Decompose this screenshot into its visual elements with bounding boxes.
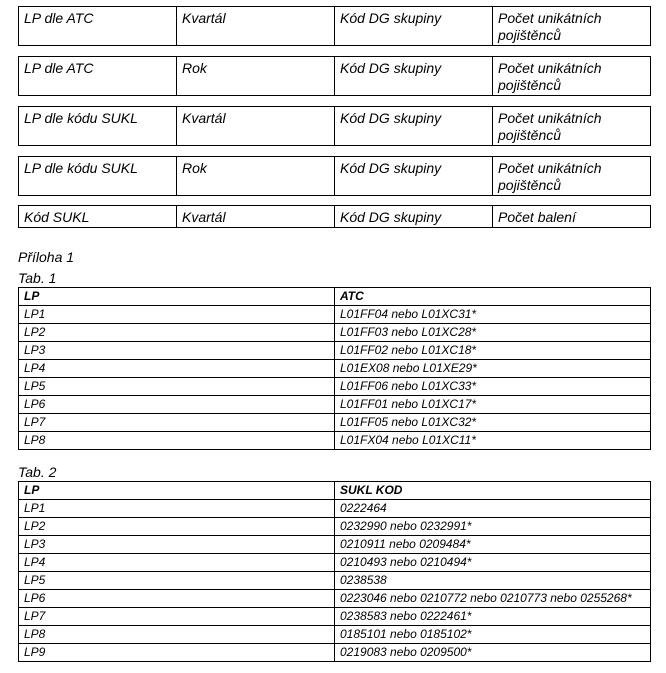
code-cell: L01FF03 nebo L01XC28*: [335, 324, 651, 342]
specification-tables: [18, 6, 650, 228]
spec-table: [18, 106, 651, 146]
lp-cell: LP6: [19, 396, 335, 414]
spec-cell: Počet unikátních pojištěnců: [493, 107, 651, 146]
spec-table: [18, 205, 651, 228]
table-row: [19, 518, 651, 536]
spec-cell: Kód DG skupiny: [335, 107, 493, 146]
spec-cell: Kvartál: [177, 107, 335, 146]
lp-cell: LP7: [19, 414, 335, 432]
lp-cell: LP8: [19, 432, 335, 450]
spec-table: [18, 56, 651, 96]
spec-table: [18, 156, 651, 196]
tab2-header-lp: LP: [19, 482, 335, 500]
tab2-header-sukl-kod: SUKL KOD: [335, 482, 651, 500]
spec-row: [19, 7, 651, 46]
table-row: [19, 572, 651, 590]
code-cell: 0232990 nebo 0232991*: [335, 518, 651, 536]
table-row: [19, 608, 651, 626]
spec-cell: Kód DG skupiny: [335, 206, 493, 228]
spec-cell: LP dle ATC: [19, 57, 177, 96]
spec-row: [19, 157, 651, 196]
spec-row: [19, 107, 651, 146]
code-cell: 0210911 nebo 0209484*: [335, 536, 651, 554]
code-cell: L01FF04 nebo L01XC31*: [335, 306, 651, 324]
lp-cell: LP2: [19, 324, 335, 342]
appendix-title: Příloha 1: [18, 249, 75, 265]
tab2-table: [18, 481, 651, 662]
spec-row: [19, 206, 651, 228]
tab1-table: [18, 287, 651, 450]
lp-cell: LP4: [19, 554, 335, 572]
spec-cell: Kvartál: [177, 7, 335, 46]
spec-row: [19, 57, 651, 96]
spec-cell: Počet balení: [493, 206, 651, 228]
tab1-header-lp: LP: [19, 288, 335, 306]
spec-cell: Kód DG skupiny: [335, 7, 493, 46]
spec-cell: Počet unikátních pojištěnců: [493, 7, 651, 46]
code-cell: L01EX08 nebo L01XE29*: [335, 360, 651, 378]
spec-cell: Kvartál: [177, 206, 335, 228]
document-page: [18, 6, 650, 662]
spec-cell: Počet unikátních pojištěnců: [493, 157, 651, 196]
code-cell: L01FF01 nebo L01XC17*: [335, 396, 651, 414]
code-cell: L01FX04 nebo L01XC11*: [335, 432, 651, 450]
table-row: [19, 554, 651, 572]
tab2-caption: Tab. 2: [18, 464, 57, 480]
code-cell: L01FF05 nebo L01XC32*: [335, 414, 651, 432]
table-row: [19, 590, 651, 608]
spec-cell: Kód DG skupiny: [335, 157, 493, 196]
lp-cell: LP9: [19, 644, 335, 662]
lp-cell: LP1: [19, 500, 335, 518]
lp-cell: LP1: [19, 306, 335, 324]
table-row: [19, 644, 651, 662]
spec-cell: Počet unikátních pojištěnců: [493, 57, 651, 96]
spec-table: [18, 6, 651, 46]
lp-cell: LP2: [19, 518, 335, 536]
table-row: [19, 396, 651, 414]
table-row: [19, 432, 651, 450]
spec-cell: Kód SUKL: [19, 206, 177, 228]
table-row: [19, 536, 651, 554]
table-row: [19, 324, 651, 342]
code-cell: 0210493 nebo 0210494*: [335, 554, 651, 572]
code-cell: L01FF02 nebo L01XC18*: [335, 342, 651, 360]
spec-cell: Rok: [177, 157, 335, 196]
lp-cell: LP3: [19, 536, 335, 554]
code-cell: 0222464: [335, 500, 651, 518]
lp-cell: LP5: [19, 572, 335, 590]
lp-cell: LP6: [19, 590, 335, 608]
code-cell: 0238583 nebo 0222461*: [335, 608, 651, 626]
code-cell: L01FF06 nebo L01XC33*: [335, 378, 651, 396]
tab1-header-atc: ATC: [335, 288, 651, 306]
lp-cell: LP4: [19, 360, 335, 378]
tab1-caption: Tab. 1: [18, 270, 57, 286]
code-cell: 0219083 nebo 0209500*: [335, 644, 651, 662]
code-cell: 0185101 nebo 0185102*: [335, 626, 651, 644]
tab1-header-row: [19, 288, 651, 306]
tab2-header-row: [19, 482, 651, 500]
spec-cell: LP dle ATC: [19, 7, 177, 46]
code-cell: 0223046 nebo 0210772 nebo 0210773 nebo 0255268*: [335, 590, 651, 608]
spec-cell: LP dle kódu SUKL: [19, 157, 177, 196]
table-row: [19, 414, 651, 432]
table-row: [19, 378, 651, 396]
table-row: [19, 360, 651, 378]
lp-cell: LP3: [19, 342, 335, 360]
table-row: [19, 306, 651, 324]
spec-cell: Kód DG skupiny: [335, 57, 493, 96]
table-row: [19, 626, 651, 644]
lp-cell: LP7: [19, 608, 335, 626]
table-row: [19, 342, 651, 360]
spec-cell: LP dle kódu SUKL: [19, 107, 177, 146]
table-row: [19, 500, 651, 518]
code-cell: 0238538: [335, 572, 651, 590]
lp-cell: LP5: [19, 378, 335, 396]
spec-cell: Rok: [177, 57, 335, 96]
lp-cell: LP8: [19, 626, 335, 644]
